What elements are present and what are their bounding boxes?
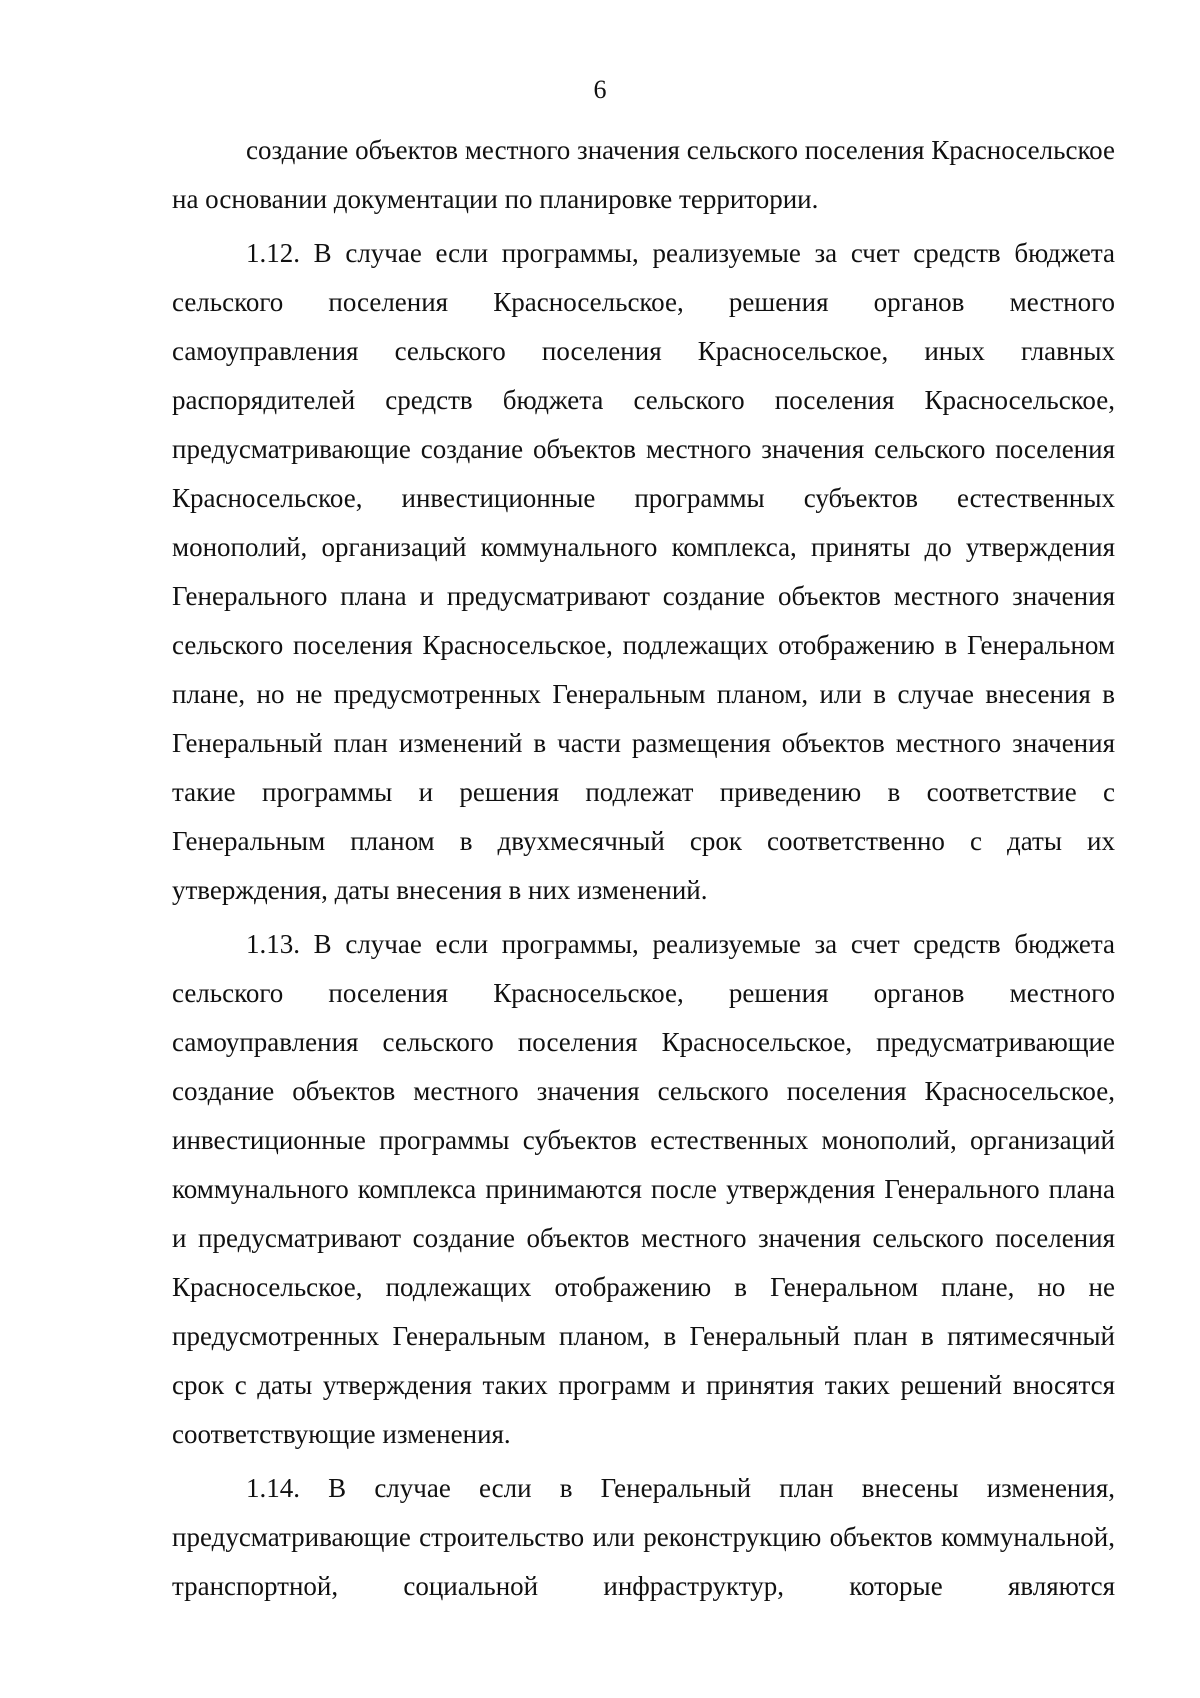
paragraph-continuation: создание объектов местного значения сельского поселения Красносельское на основании документации по планировке территории.	[172, 135, 1115, 214]
paragraph-1-13: 1.13. В случае если программы, реализуемые за счет средств бюджета сельского поселения Красносельское, решения органов местного самоуправления сельского поселения Красносельское, предусматривающие создание объектов местного значения сельского поселения Красносельское, инвестиционные программы субъектов естественных монополий, организаций коммунального комплекса принимаются после утверждения Генерального плана и предусматривают создание объектов местного значения сельского поселения Красносельское, подлежащих отображению в Генеральном плане, но не предусмотренных Генеральным планом, в Генеральный план в пятимесячный срок с даты утверждения таких программ и принятия таких решений вносятся соответствующие изменения.	[172, 929, 1115, 1449]
page-number: 6	[593, 75, 607, 104]
paragraph-1-12: 1.12. В случае если программы, реализуемые за счет средств бюджета сельского поселения Красносельское, решения органов местного самоуправления сельского поселения Красносельское, иных главных распорядителей средств бюджета сельского поселения Красносельское, предусматривающие создание объектов местного значения сельского поселения Красносельское, инвестиционные программы субъектов естественных монополий, организаций коммунального комплекса, приняты до утверждения Генерального плана и предусматривают создание объектов местного значения сельского поселения Красносельское, подлежащих отображению в Генеральном плане, но не предусмотренных Генеральным планом, или в случае внесения в Генеральный план изменений в части размещения объектов местного значения такие программы и решения подлежат приведению в соответствие с Генеральным планом в двухмесячный срок соответственно с даты их утверждения, даты внесения в них изменений.	[172, 238, 1115, 905]
paragraph-1-14: 1.14. В случае если в Генеральный план внесены изменения, предусматривающие строительство или реконструкцию объектов коммунальной, транспортной, социальной инфраструктур, которые являются	[172, 1473, 1115, 1601]
document-body	[172, 126, 1115, 1616]
